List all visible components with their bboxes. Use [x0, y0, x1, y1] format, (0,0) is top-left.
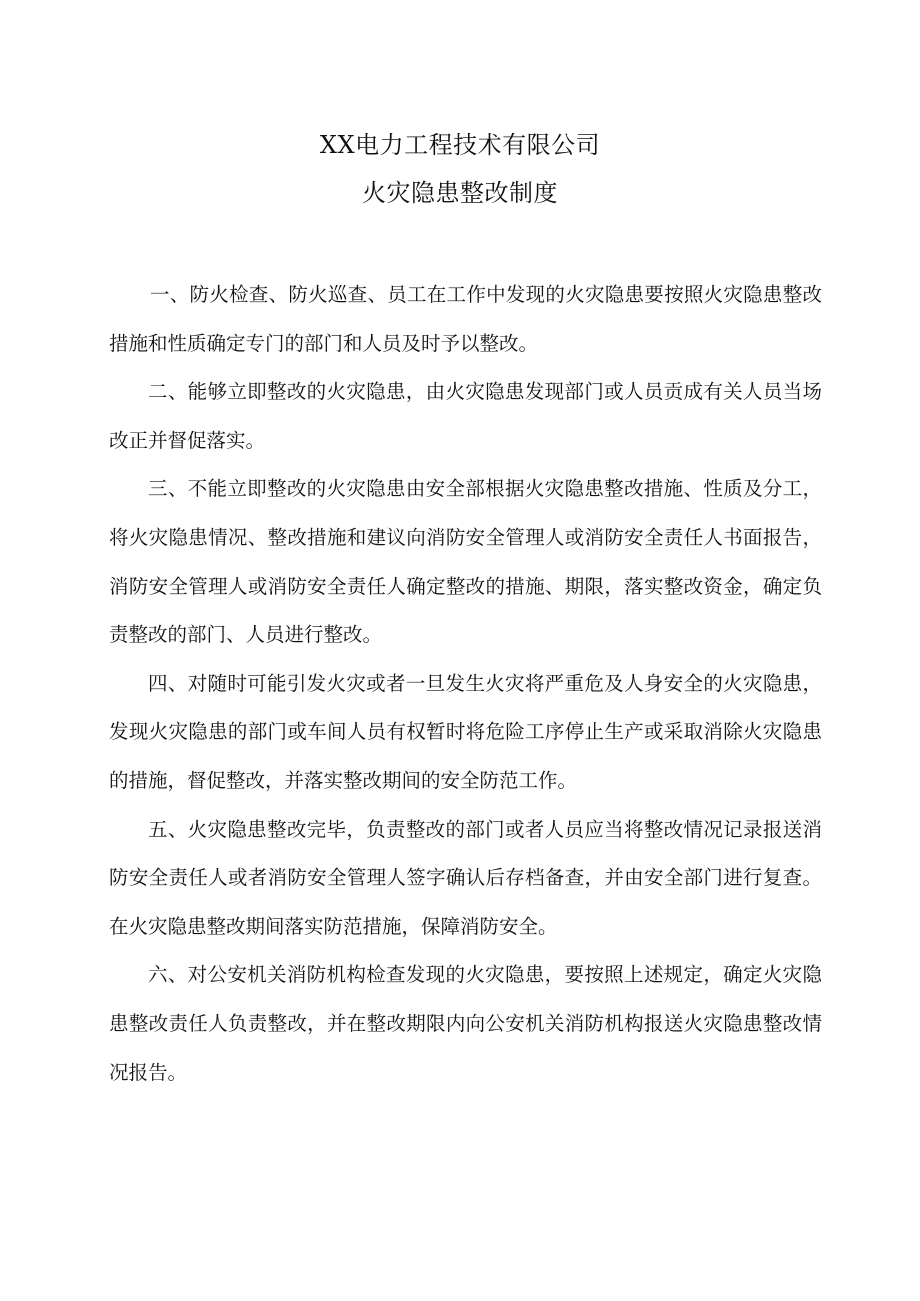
paragraph-1: 一、防火检查、防火巡查、员工在工作中发现的火灾隐患要按照火灾隐患整改措施和性质确定专门的部门和人员及时予以整改。 [109, 283, 822, 355]
document-subtitle: 火灾隐患整改制度 [362, 179, 558, 207]
paragraph-3: 三、不能立即整改的火灾隐患由安全部根据火灾隐患整改措施、性质及分工，将火灾隐患情况、整改措施和建议向消防安全管理人或消防安全责任人书面报告，消防安全管理人或消防安全责任人确定整改的措施、期限，落实整改资金，确定负责整改的部门、人员进行整改。 [109, 477, 822, 647]
paragraph-2: 二、能够立即整改的火灾隐患，由火灾隐患发现部门或人员贡成有关人员当场改正并督促落实。 [109, 380, 822, 452]
document-title: XX电力工程技术有限公司 [319, 131, 601, 159]
document-body [109, 271, 822, 1097]
paragraph-6: 六、对公安机关消防机构检查发现的火灾隐患，要按照上述规定，确定火灾隐患整改责任人负责整改，并在整改期限内向公安机关消防机构报送火灾隐患整改情况报告。 [109, 963, 822, 1084]
paragraph-5: 五、火灾隐患整改完毕，负责整改的部门或者人员应当将整改情况记录报送消防安全责任人或者消防安全管理人签字确认后存档备查，并由安全部门进行复查。在火灾隐患整改期间落实防范措施，保障消防安全。 [109, 817, 822, 938]
paragraph-4: 四、对随时可能引发火灾或者一旦发生火灾将严重危及人身安全的火灾隐患，发现火灾隐患的部门或车间人员有权暂时将危险工序停止生产或采取消除火灾隐患的措施，督促整改，并落实整改期间的安全防范工作。 [109, 671, 822, 792]
